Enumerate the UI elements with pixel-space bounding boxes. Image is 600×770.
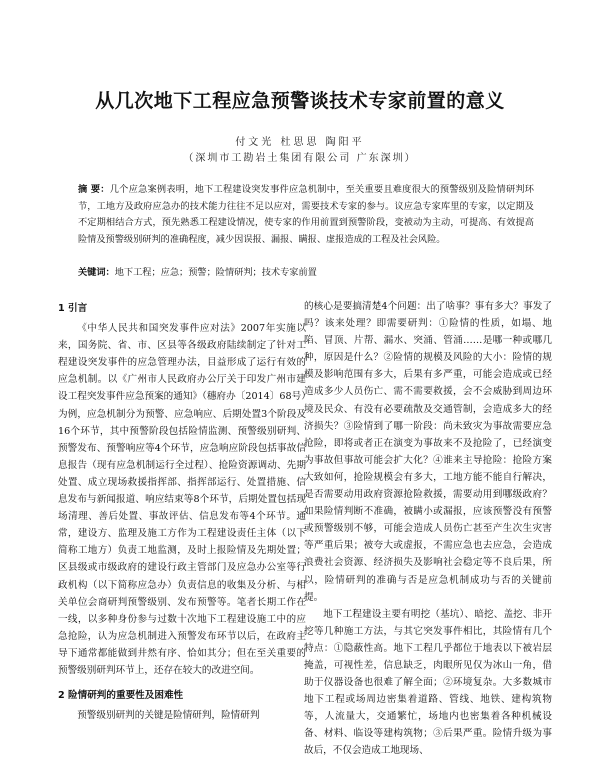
abstract-label: 摘 要： (78, 184, 110, 195)
abstract-text: 几个应急案例表明，地下工程建设突发事件应急机制中，至关重要且难度很大的预警级别及险情研判环节，工地方及政府应急办的技术能力往往不足以应对，需要技术专家的参与。议应急专家库里的专家，以定期及不定期相结合方式，预先熟悉工程建设情况，使专家的作用前置到预警阶段，变被动为主动，可提高、有效提高险情及预警级别研判的准确程度，减少因误报、漏报、瞒报、虚报造成的工程及社会风险。 (78, 184, 534, 245)
abstract-block (78, 182, 534, 248)
section-1-heading: 1 引言 (58, 303, 88, 314)
keywords-label: 关键词： (78, 267, 115, 278)
keywords-block (78, 265, 534, 281)
section-1-paragraph: 《中华人民共和国突发事件应对法》2007年实施以来，国务院、省、市、区县等各级政府陆续制定了针对工程建设突发事件的应急管理办法，目益形成了运行有效的应急机制。以《广州市人民政府办公厅关于印发广州市建设工程突发事件应急预案的通知》（穗府办〔2014〕68号）为例，应急机制分为预警、应急响应、后期处置3个阶段及16个环节，其中预警阶段包括险情监测、预警级别研判、预警发布、预警响应等4个环节，应急响应阶段包括事故信息报告（现有应急机制运行全过程）、抢险资源调动、先期处置、成立现场救援指挥部、指挥部运行、处置措施、信息发布与新闻报道、响应结束等8个环节，后期处置包括现场清理、善后处置、事故评估、信息发布等4个环节。通常，建设方、监理及施工方作为工程建设责任主体（以下简称工地方）负责工地监测，及时上报险情及先期处置；区县级或市级政府的建设行政主管部门及应急办公室等行政机构（以下简称应急办）负责信息的收集及分析、与相关单位会商研判预警级别、发布预警等。笔者长期工作在一线，以多种身份参与过数十次地下工程建设施工中的应急抢险，认为应急机制进入预警发布环节以后，在政府主导下通常都能做到井然有序、恰如其分；但在至关重要的预警级别研判环节上，还存在较大的改进空间。 (58, 323, 306, 676)
left-column (58, 298, 306, 724)
underground-features-paragraph: 地下工程建设主要有明挖（基坑）、暗挖、盖挖、非开挖等几种施工方法，与其它突发事件相比，其险情有几个特点：①隐蔽性高。地下工程几乎都位于地表以下被岩层掩盖，可视性差，信息缺乏，肉眼所见仅为冰山一角，借助于仪器设备也很难了解全面；②环境复杂。大多数城市地下工程或场周边密集着道路、管线、地铁、建构筑物等，人流量大，交通繁忙，场地内也密集着各种机械设备、材料、临设等建构筑物；③后果严重。险情升级为事故后，不仅会造成工地现场、 (304, 608, 552, 757)
continued-paragraph: 的核心是要搞清楚4个问题：出了啥事？事有多大？事发了吗？该来处理？即需要研判：①险情的性质，如塌、地陷、冒顶、片帮、漏水、突涌、管涌……是哪一种或哪几种，原因是什么？②险情的规模及风险的大小：险情的规模及影响范围有多大，后果有多严重，可能会造成或已经造成多少人员伤亡、需不需要救援，会不会威胁到周边环境及民众、有没有必要疏散及交通管制，会造成多大的经济损失？③险情到了哪一阶段：尚未致灾为事故需要应急抢险，即将或者正在演变为事故来不及抢险了，已经演变为事故但事故可能会扩大化？④谁来主导抢险：抢险方案大致如何，抢险规模会有多大，工地方能不能自行解决，是否需要动用政府资源抢险救援，需要动用到哪级政府？如果险情判断不准确，被瞒小或漏报，应该预警没有预警或预警级别不够，可能会造成人员伤亡甚至产生次生灾害等严重后果；被夸大或虚报，不需应急也去应急，会造成浪费社会资源、经济损失及影响社会稳定等不良后果，所以，险情研判的准确与否是应急机制成功与否的关键前提。 (304, 301, 552, 603)
right-column (304, 298, 552, 760)
author-list: 付文光 杜思思 陶阳平 (235, 137, 365, 148)
section-gap (58, 679, 306, 685)
section-2-heading: 2 险情研判的重要性及困难性 (58, 690, 184, 702)
affiliation: （深圳市工勘岩土集团有限公司 广东深圳） (183, 153, 417, 164)
keywords-text: 地下工程；应急；预警；险情研判；技术专家前置 (114, 267, 317, 278)
paper-title: 从几次地下工程应急预警谈技术专家前置的意义 (95, 90, 505, 112)
section-2-paragraph: 预警级别研判的关键是险情研判，险情研判 (77, 710, 260, 722)
